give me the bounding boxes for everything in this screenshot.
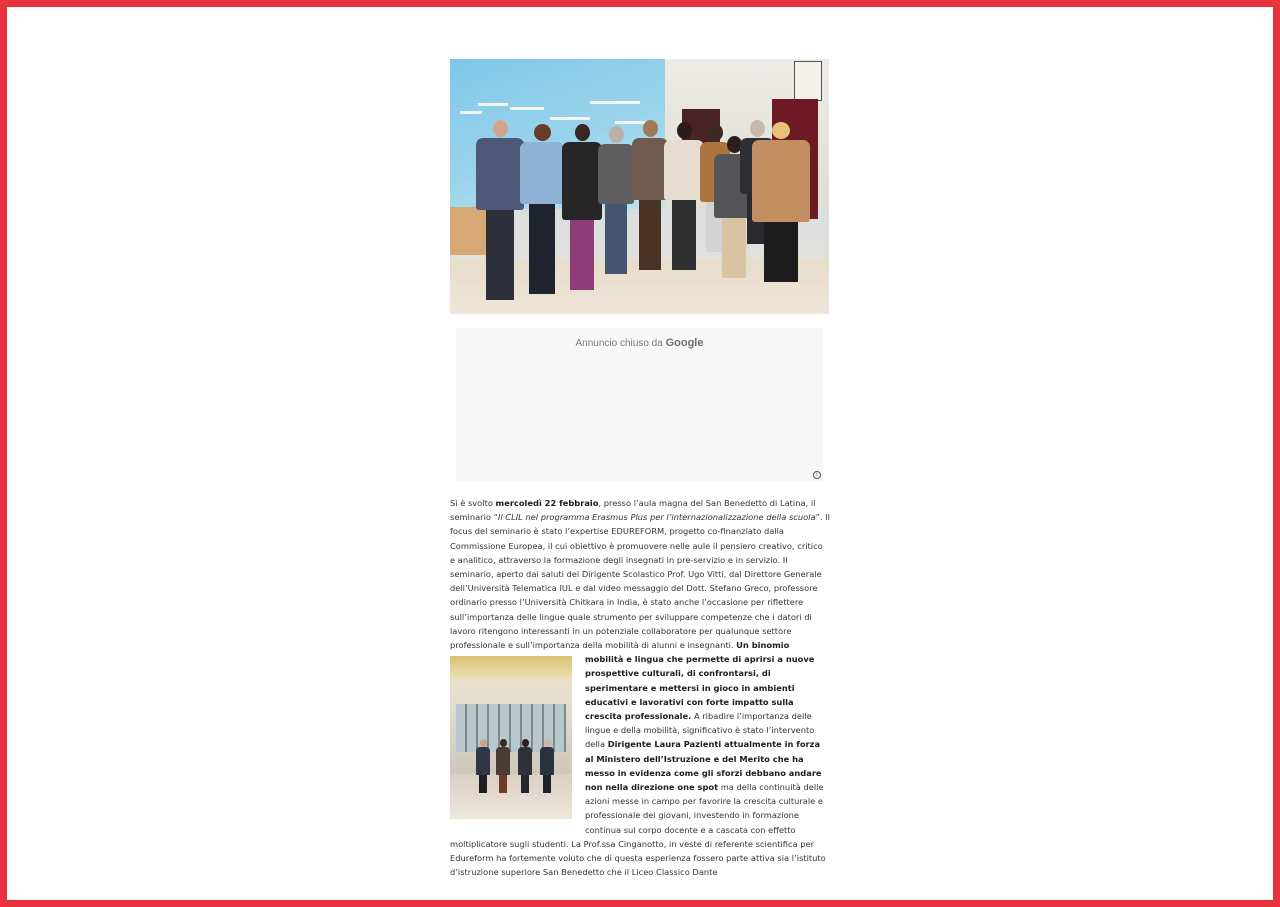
article-paragraph: Si è svolto mercoledì 22 febbraio, presso l’aula magna del San Benedetto di Latina, il seminario “Il CLIL nel programma Erasmus Plus per l’internazionalizzazione della scuola”. Il focus del seminario è stato l’expertise EDUREFORM, progetto co-finanziato dalla Commissione Europea, il cui obiettivo è promuovere nelle aule il pensiero creativo, critico e analitico, attraverso la formazione degli insegnati in pre-servizio e in servizio. Il seminario, aperto dai saluti del Dirigente Scolastico Prof. Ugo Vitti, dal Direttore Generale dell’Università Telematica IUL e dal video messaggio del Dott. Stefano Greco, professore ordinario presso l’Università Chitkara in India, è stato anche l’occasione per riflettere sull’importanza delle lingue quale strumento per sviluppare competenze che i datori di lavoro ritengono interessanti in un potenziale collaboratore per qualunque settore professionale e sull’importanza della mobilità di alunni e insegnanti. Un binomio mobilità e lingua che permette di aprirsi a nuove prospettive culturali, di confrontarsi, di sperimentare e mettersi in gioco in ambienti educativi e lavorativi con forte impatto sulla crescita professionale. A ribadire l’importanza delle lingue e della mobilità, significativo è stato l’intervento della Dirigente Laura Pazienti attualmente in forza al Ministero dell’Istruzione e del Merito che ha messo in evidenza come gli sforzi debbano andare non nella direzione one spot ma della continuità delle azioni messe in campo per favorire la crescita culturale e professionale dei giovani, investendo in formazione continua sul corpo docente e a cascata con effetto moltiplicatore sugli studenti. La Prof.ssa Cinganotto, in veste di referente scientifica per Edureform ha fortemente voluto che di questa esperienza fossero parte attiva sia l’istituto d’istruzione superiore San Benedetto che il Liceo Classico Dante: [450, 498, 830, 878]
article-body: [450, 496, 830, 879]
person: [562, 124, 602, 290]
person: [598, 126, 634, 274]
person: [632, 120, 668, 270]
ad-info-icon[interactable]: i: [813, 471, 821, 479]
person: [520, 124, 564, 294]
inline-photo: [450, 656, 572, 819]
article: [450, 59, 830, 879]
closed-ad-placeholder: [456, 328, 823, 481]
person: [664, 122, 704, 270]
google-logo: Google: [665, 337, 704, 349]
ad-closed-label: Annuncio chiuso da Google: [575, 337, 704, 349]
person: [752, 122, 810, 282]
group-photo: [450, 59, 829, 314]
person: [476, 120, 524, 300]
